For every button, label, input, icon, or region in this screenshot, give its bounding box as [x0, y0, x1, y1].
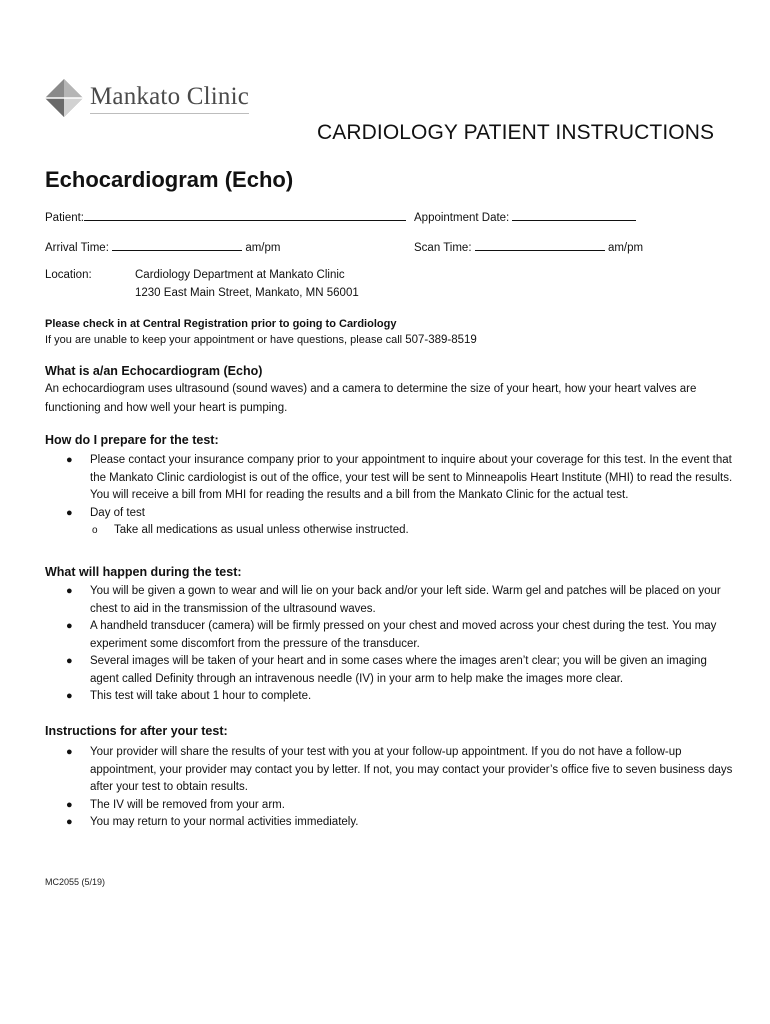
- arrival-time-input-line[interactable]: [112, 239, 242, 251]
- list-item: ● Day of test o Take all medications as usual unless otherwise instructed.: [63, 505, 733, 540]
- appointment-date-field: [414, 209, 636, 224]
- patient-label: Patient:: [45, 212, 84, 224]
- page-title: Echocardiogram (Echo): [45, 167, 294, 192]
- sub-list: [90, 522, 733, 540]
- form-code: MC2055 (5/19): [45, 877, 106, 887]
- location-label: Location:: [45, 269, 92, 281]
- patient-field: [45, 209, 406, 224]
- bullet-icon: ●: [66, 798, 73, 811]
- bullet-icon: ●: [66, 454, 73, 466]
- sub-list-item: o Take all medications as usual unless otherwise instructed.: [90, 522, 733, 540]
- arrival-time-field: [45, 239, 280, 254]
- scan-time-field: [414, 239, 643, 254]
- checkin-contact-text: If you are unable to keep your appointment or have questions, please call: [45, 334, 403, 346]
- bullet-icon: ●: [66, 746, 73, 758]
- location-line-2: 1230 East Main Street, Mankato, MN 56001: [135, 287, 359, 299]
- location-line-1: Cardiology Department at Mankato Clinic: [135, 269, 345, 281]
- clinic-logo: [44, 78, 249, 118]
- bullet-icon: ●: [66, 816, 73, 828]
- arrival-time-suffix: am/pm: [245, 242, 281, 254]
- list-item: ● Several images will be taken of your heart and in some cases where the images aren’t clear; you will be given an imaging agent called Definity through an intravenous needle (IV) in your arm to help make the images more clear.: [66, 655, 707, 685]
- list-item: ● The IV will be removed from your arm.: [63, 797, 733, 815]
- checkin-notice: Please check in at Central Registration prior to going to Cardiology: [45, 318, 397, 330]
- bullet-icon: ●: [66, 690, 73, 702]
- scan-time-input-line[interactable]: [475, 239, 605, 251]
- after-heading: Instructions for after your test:: [45, 724, 228, 738]
- diamond-logo-icon: [44, 78, 84, 118]
- bullet-icon: ●: [66, 620, 73, 632]
- list-item: ● A handheld transducer (camera) will be firmly pressed on your chest and moved across your chest during the test. You may experiment some discomfort from the pressure of the transducer.: [66, 620, 717, 650]
- what-is-paragraph: An echocardiogram uses ultrasound (sound waves) and a camera to determine the size of your heart, how your heart valves are functioning and how well your heart is pumping.: [45, 383, 697, 414]
- list-item: ● You will be given a gown to wear and will lie on your back and/or your left side. Warm gel and patches will be placed on your chest to aid in the transmission of the ultrasound waves.: [66, 585, 721, 615]
- scan-time-label: Scan Time:: [414, 242, 472, 254]
- list-item: ● This test will take about 1 hour to complete.: [63, 688, 733, 706]
- checkin-contact: [45, 334, 477, 346]
- prepare-list: [63, 452, 733, 540]
- document-title: CARDIOLOGY PATIENT INSTRUCTIONS: [317, 121, 715, 144]
- list-item: ● Please contact your insurance company prior to your appointment to inquire about your coverage for this test. In the event that the Mankato Clinic cardiologist is out of the office, your test will be sent to Minneapolis Heart Institute (MHI) to read the results. You will receive a bill from MHI for reading the results and a bill from the Mankato Clinic for the actual test.: [66, 454, 733, 501]
- appointment-date-input-line[interactable]: [512, 209, 636, 221]
- list-item: ● You may return to your normal activities immediately.: [63, 814, 733, 832]
- bullet-icon: ●: [66, 585, 73, 597]
- after-list: [63, 744, 733, 832]
- patient-input-line[interactable]: [84, 209, 406, 221]
- list-item: ● Your provider will share the results of your test with you at your follow-up appointment. If you do not have a follow-up appointment, your provider may contact you by letter. If not, you may contact your provider’s office five to seven business days after your test to obtain results.: [66, 746, 733, 793]
- bullet-icon: ●: [66, 506, 73, 519]
- appointment-date-label: Appointment Date:: [414, 212, 510, 224]
- during-list: [63, 583, 733, 706]
- during-heading: What will happen during the test:: [45, 565, 242, 579]
- what-is-heading: What is a/an Echocardiogram (Echo): [45, 364, 263, 378]
- phone-number: 507-389-8519: [405, 334, 477, 346]
- scan-time-suffix: am/pm: [607, 242, 644, 254]
- logo-text: Mankato Clinic: [90, 83, 249, 114]
- hollow-bullet-icon: o: [92, 525, 98, 536]
- bullet-icon: ●: [66, 655, 73, 667]
- prepare-heading: How do I prepare for the test:: [45, 433, 219, 447]
- arrival-time-label: Arrival Time:: [45, 242, 109, 254]
